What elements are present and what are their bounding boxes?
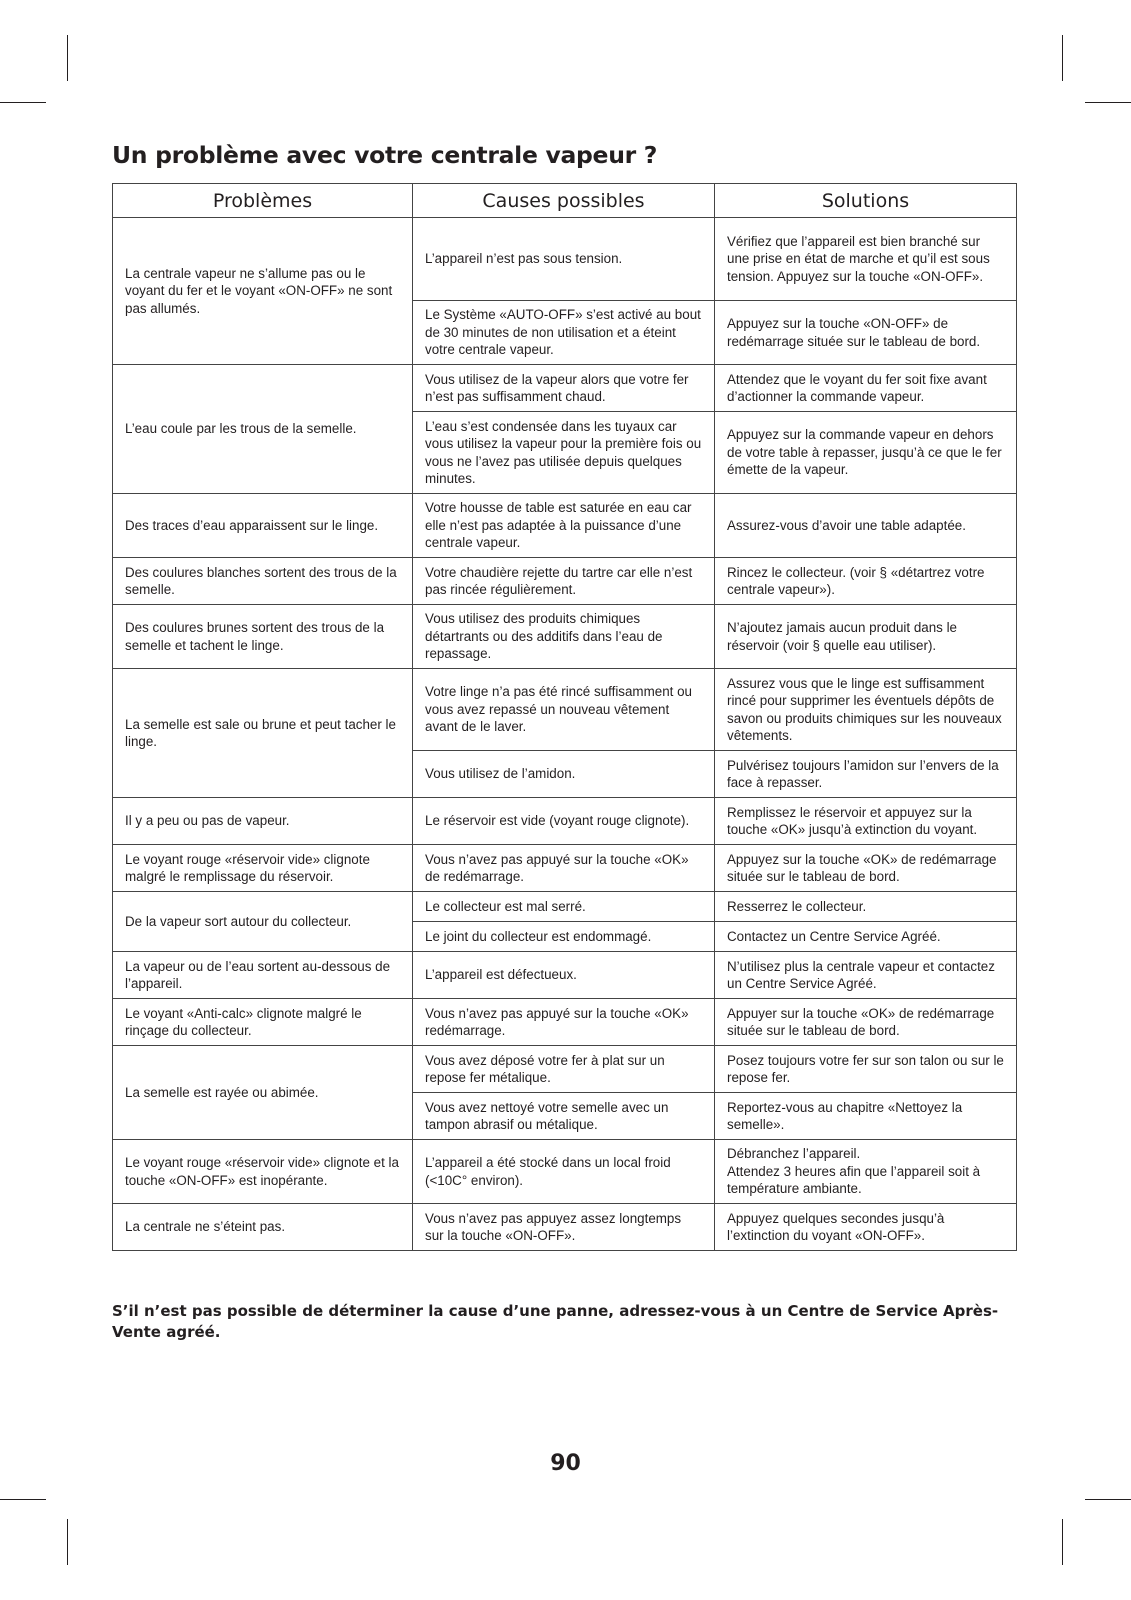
cause-cell: Votre housse de table est saturée en eau car elle n’est pas adaptée à la puissance d’une centrale vapeur. <box>413 494 715 558</box>
cause-cell: Le Système «AUTO-OFF» s’est activé au bout de 30 minutes de non utilisation et a éteint votre centrale vapeur. <box>413 301 715 365</box>
column-header-problems: Problèmes <box>113 184 413 218</box>
cause-cell: Le réservoir est vide (voyant rouge clignote). <box>413 798 715 845</box>
crop-mark <box>0 102 46 103</box>
page-number: 90 <box>550 1451 581 1476</box>
solution-cell: Reportez-vous au chapitre «Nettoyez la semelle». <box>715 1093 1017 1140</box>
cause-cell: L’appareil est défectueux. <box>413 952 715 999</box>
column-header-causes: Causes possibles <box>413 184 715 218</box>
cause-cell: Vous avez déposé votre fer à plat sur un repose fer métalique. <box>413 1046 715 1093</box>
solution-cell: Resserrez le collecteur. <box>715 892 1017 922</box>
problem-cell: Le voyant rouge «réservoir vide» clignote malgré le remplissage du réservoir. <box>113 845 413 892</box>
table-row <box>113 494 1017 558</box>
table-row <box>113 365 1017 412</box>
cause-cell: Vous avez nettoyé votre semelle avec un tampon abrasif ou métalique. <box>413 1093 715 1140</box>
problem-cell: La vapeur ou de l’eau sortent au-dessous de l’appareil. <box>113 952 413 999</box>
crop-mark <box>1062 35 1063 81</box>
solution-cell: Rincez le collecteur. (voir § «détartrez votre centrale vapeur»). <box>715 558 1017 605</box>
cause-cell: L’eau s’est condensée dans les tuyaux car vous utilisez la vapeur pour la première fois ou vous ne l’avez pas utilisée depuis quelques minutes. <box>413 412 715 494</box>
crop-mark <box>1085 1499 1131 1500</box>
cause-cell: Le joint du collecteur est endommagé. <box>413 922 715 952</box>
problem-cell: La semelle est rayée ou abimée. <box>113 1046 413 1140</box>
table-row <box>113 669 1017 751</box>
problem-cell: Des traces d’eau apparaissent sur le linge. <box>113 494 413 558</box>
cause-cell: Votre linge n’a pas été rincé suffisamment ou vous avez repassé un nouveau vêtement avant de le laver. <box>413 669 715 751</box>
table-row <box>113 558 1017 605</box>
table-row <box>113 1046 1017 1093</box>
solution-cell: Appuyez quelques secondes jusqu’à l’extinction du voyant «ON-OFF». <box>715 1204 1017 1251</box>
solution-cell: Vérifiez que l’appareil est bien branché sur une prise en état de marche et qu’il est sous tension. Appuyez sur la touche «ON-OFF». <box>715 218 1017 301</box>
crop-mark <box>67 35 68 81</box>
service-note: S’il n’est pas possible de déterminer la cause d’une panne, adressez-vous à un Centre de Service Après-Vente agréé. <box>112 1302 999 1341</box>
table-row <box>113 892 1017 922</box>
troubleshooting-table <box>112 183 1017 1251</box>
problem-cell: La centrale vapeur ne s’allume pas ou le voyant du fer et le voyant «ON-OFF» ne sont pas allumés. <box>113 218 413 365</box>
column-header-solutions: Solutions <box>715 184 1017 218</box>
table-row <box>113 1140 1017 1204</box>
table-row <box>113 952 1017 999</box>
solution-cell: Remplissez le réservoir et appuyez sur la touche «OK» jusqu’à extinction du voyant. <box>715 798 1017 845</box>
cause-cell: Vous n’avez pas appuyé sur la touche «OK» de redémarrage. <box>413 845 715 892</box>
crop-mark <box>67 1519 68 1565</box>
problem-cell: Des coulures brunes sortent des trous de la semelle et tachent le linge. <box>113 605 413 669</box>
solution-cell: Appuyer sur la touche «OK» de redémarrage située sur le tableau de bord. <box>715 999 1017 1046</box>
problem-cell: Le voyant rouge «réservoir vide» clignote et la touche «ON-OFF» est inopérante. <box>113 1140 413 1204</box>
cause-cell: Vous utilisez des produits chimiques détartrants ou des additifs dans l’eau de repassage. <box>413 605 715 669</box>
table-row <box>113 798 1017 845</box>
cause-cell: Vous utilisez de l’amidon. <box>413 751 715 798</box>
table-row <box>113 845 1017 892</box>
table-header-row <box>113 184 1017 218</box>
cause-cell: Le collecteur est mal serré. <box>413 892 715 922</box>
problem-cell: Le voyant «Anti-calc» clignote malgré le rinçage du collecteur. <box>113 999 413 1046</box>
solution-cell: Pulvérisez toujours l’amidon sur l’envers de la face à repasser. <box>715 751 1017 798</box>
cause-cell: Votre chaudière rejette du tartre car elle n’est pas rincée régulièrement. <box>413 558 715 605</box>
solution-cell: Contactez un Centre Service Agréé. <box>715 922 1017 952</box>
table-row <box>113 218 1017 301</box>
problem-cell: La semelle est sale ou brune et peut tacher le linge. <box>113 669 413 798</box>
problem-cell: Des coulures blanches sortent des trous de la semelle. <box>113 558 413 605</box>
solution-cell: Attendez que le voyant du fer soit fixe avant d’actionner la commande vapeur. <box>715 365 1017 412</box>
problem-cell: Il y a peu ou pas de vapeur. <box>113 798 413 845</box>
solution-cell: Assurez-vous d’avoir une table adaptée. <box>715 494 1017 558</box>
solution-cell: N’ajoutez jamais aucun produit dans le réservoir (voir § quelle eau utiliser). <box>715 605 1017 669</box>
crop-mark <box>1062 1519 1063 1565</box>
crop-mark <box>1085 102 1131 103</box>
cause-cell: L’appareil n’est pas sous tension. <box>413 218 715 301</box>
solution-cell: Appuyez sur la commande vapeur en dehors de votre table à repasser, jusqu’à ce que le fer émette de la vapeur. <box>715 412 1017 494</box>
table-row <box>113 1204 1017 1251</box>
solution-cell: Assurez vous que le linge est suffisamment rincé pour supprimer les éventuels dépôts de savon ou produits chimiques sur les nouveaux vêtements. <box>715 669 1017 751</box>
solution-cell: Débranchez l’appareil. Attendez 3 heures afin que l’appareil soit à température ambiante. <box>715 1140 1017 1204</box>
crop-mark <box>0 1499 46 1500</box>
problem-cell: La centrale ne s’éteint pas. <box>113 1204 413 1251</box>
problem-cell: L’eau coule par les trous de la semelle. <box>113 365 413 494</box>
solution-cell: Posez toujours votre fer sur son talon ou sur le repose fer. <box>715 1046 1017 1093</box>
cause-cell: Vous utilisez de la vapeur alors que votre fer n’est pas suffisamment chaud. <box>413 365 715 412</box>
page-title: Un problème avec votre centrale vapeur ? <box>112 141 658 169</box>
problem-cell: De la vapeur sort autour du collecteur. <box>113 892 413 952</box>
cause-cell: Vous n’avez pas appuyé sur la touche «OK» redémarrage. <box>413 999 715 1046</box>
solution-cell: Appuyez sur la touche «OK» de redémarrage située sur le tableau de bord. <box>715 845 1017 892</box>
solution-cell: N’utilisez plus la centrale vapeur et contactez un Centre Service Agréé. <box>715 952 1017 999</box>
table-row <box>113 605 1017 669</box>
table-row <box>113 999 1017 1046</box>
cause-cell: L’appareil a été stocké dans un local froid (<10C° environ). <box>413 1140 715 1204</box>
cause-cell: Vous n’avez pas appuyez assez longtemps sur la touche «ON-OFF». <box>413 1204 715 1251</box>
solution-cell: Appuyez sur la touche «ON-OFF» de redémarrage située sur le tableau de bord. <box>715 301 1017 365</box>
